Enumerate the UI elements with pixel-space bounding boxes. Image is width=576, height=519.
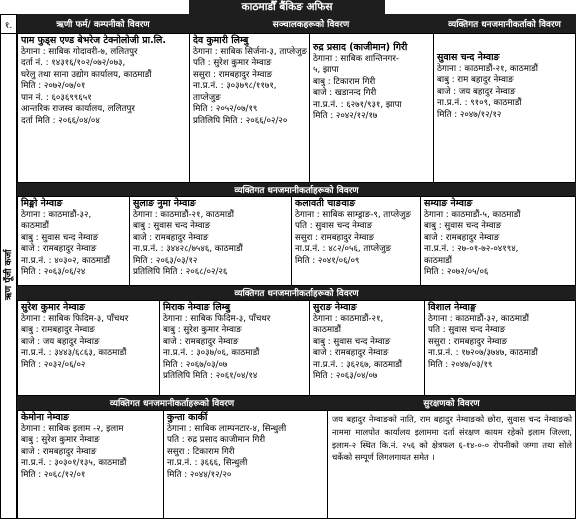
guarantors-header-4: व्यक्तिगत धनजमानीकर्ताहरूको विवरण — [17, 396, 327, 410]
detail-line: मिति : २०४२/१२/१७ — [313, 111, 378, 122]
detail-line: ठेगाना : साबिक सिर्जना-३, ताप्लेजुङ — [193, 46, 307, 57]
entity-name: सुवास चन्द नेम्वाङ — [437, 52, 500, 63]
loan-type-label: ऋण पूँजी कर्जा — [4, 249, 14, 301]
guarantor-card-sulang — [129, 196, 292, 286]
detail-line: बाजे : रामबहादुर नेम्वाङ — [21, 446, 97, 457]
detail-line: ना.प्र.नं. : ४८२/०५६, ताप्लेजुङ — [295, 244, 391, 255]
detail-line: ससुरा : रामबहादुर नेम्वाङ — [428, 336, 508, 347]
entity-name: रुद्र प्रसाद (काजीमान) गिरी — [313, 42, 408, 53]
detail-line: प्रतिलिपि मिति : २०६८/०२/२६ — [133, 267, 228, 278]
detail-line: ५, झापा — [313, 65, 339, 76]
guarantor-card-kunta — [163, 410, 328, 519]
detail-line: बाजे : रामबहादुर नेम्वाङ — [313, 348, 389, 359]
detail-line: प्रतिलिपि मिति : २०६१/०४/१४ — [163, 371, 258, 382]
detail-line: बाबु : सुवास चन्द नेम्वाङ — [21, 232, 99, 243]
detail-line: ठेगाना : साबिक लाम्पनटार-४, सिन्धुली — [167, 423, 287, 434]
detail-line: बाबु : टिकाराम गिरी — [313, 76, 376, 87]
detail-line: ठेगाना : काठमाडौं-२१, — [313, 313, 384, 324]
detail-line: ठेगाना : साबिक इलाम -२, इलाम — [21, 423, 124, 434]
detail-line: बाबु : सुवास चन्द नेम्वाङ — [133, 221, 211, 232]
detail-line: घरेलु तथा साना उद्योग कार्यालय, काठमाडौं — [21, 69, 152, 80]
detail-line: पति : सुरेश कुमार नेम्वाङ — [193, 58, 272, 69]
directors-header: सञ्चालकहरूको विवरण — [189, 14, 433, 34]
detail-line: ना.प्र.नं. : ६२७१/९३१, झापा — [313, 99, 402, 110]
detail-line: मिति : २०६३/०३/१२ — [133, 255, 198, 266]
guarantor-card-kalawati — [291, 196, 421, 286]
detail-line: ना.प्र.नं. : ३०३७९८/११७१, — [193, 81, 277, 92]
detail-line: मिति : २०३२/०६/०२ — [21, 359, 86, 370]
detail-line: बाजे : रामबहादुर नेम्वाङ — [21, 244, 97, 255]
detail-line: मिति : २०७२/०७/०१ — [21, 81, 86, 92]
detail-line: ना.प्र.नं. : ३४४२८/७५४६, काठमाडौं — [133, 244, 243, 255]
detail-line: बाबु : सुरेश कुमार नेम्वाङ — [21, 435, 100, 446]
director-card-rudra-prasad — [309, 33, 434, 183]
detail-line: ससुरा : रामबहादुर नेम्वाङ — [193, 69, 273, 80]
detail-line: मिति : २०६७/०३/०७ — [163, 359, 228, 370]
entity-name: मिङ्मो नेम्वाङ — [21, 198, 63, 209]
detail-line: मिति : २०६३/०४/०७ — [313, 371, 378, 382]
detail-line: ठेगाना : काठमाडौं-३२, — [21, 209, 92, 220]
detail-line: बाबु : राम बहादुर नेम्वाङ — [437, 75, 514, 86]
entity-name: पाम फुड्स एण्ड बेभरेज टेक्नोलोजी प्रा.लि. — [21, 35, 166, 46]
detail-line: मिति : २०४७/०३/१९ — [428, 359, 493, 370]
detail-line: मिति : २०५२/०७/१९ — [193, 104, 258, 115]
detail-line: ना.प्र.नं. : ३४४३/६८६३, काठमाडौं — [21, 348, 127, 359]
detail-line: ताप्लेजुङ — [193, 92, 221, 103]
entity-name: सुलाङ नुमा नेम्वाङ — [133, 198, 196, 209]
guarantor-card-surang — [309, 300, 425, 396]
entity-name: कुन्ता कार्की — [167, 412, 208, 423]
entity-name: देव कुमारी लिम्बु — [193, 35, 249, 46]
detail-line: पान नं. : ६०३६९९६५१ — [21, 92, 92, 103]
detail-line: काठमाडौं — [424, 255, 453, 266]
entity-name: सम्याङ नेम्वाङ — [424, 198, 473, 209]
detail-line: मिति : २०६३/०६/२४ — [21, 267, 86, 278]
detail-line: ठेगाना : साबिक फिदिम-३, पाँचथर — [21, 313, 129, 324]
detail-line: मिति : २०७२/०५/०६ — [424, 267, 489, 278]
detail-line: ठेगाना : काठमाडौं-२१, काठमाडौं — [437, 63, 538, 74]
detail-line: आन्तरिक राजस्व कार्यालय, ललितपुर — [21, 104, 135, 115]
guarantor-header-top: व्यक्तिगत धनजमानीकर्ताको विवरण — [433, 14, 576, 34]
detail-line: प्रतिलिपि मिति : २०६६/०२/२० — [193, 115, 288, 126]
entity-name: मिराक नेम्वाङ लिम्बु — [163, 302, 231, 313]
detail-line: बाजे : जय बहादुर नेम्वाङ — [437, 86, 516, 97]
detail-line: पति : रुद्र प्रसाद काजीमान गिरी — [167, 435, 266, 446]
entity-name: विशाल नेम्वाङ्ग — [428, 302, 476, 313]
detail-line: पति : सुवास चन्द नेम्वाङ — [295, 221, 373, 232]
detail-line: ठेगाना : साबिक गोदावरी-७, ललितपुर — [21, 46, 138, 57]
detail-line: ससुरा : टिकाराम गिरी — [167, 446, 235, 457]
detail-line: बाजे : रामबहादुर नेम्वाङ — [424, 232, 500, 243]
detail-line: ना.प्र.नं. : २७-०१-७२-०४१९४, — [424, 244, 519, 255]
security-details-text: जय बहादुर नेम्वाङको नाति, राम बहादुर नेम्वाङको छोरा, सुवास चन्द नेम्वाङको नाममा मालपोत कार्यालय इलाममा दर्ता संरक्षण कायम रहेको इलाम जिल्ला, इलाम-२ स्थित कि.नं. २५६ को क्षेत्रफल ६-१४-०-० रोपनीको जग्गा तथा सोले चर्केको सम्पूर्ण लिगलगायत समेत । — [332, 414, 572, 463]
detail-line: ना.प्र.नं. : ३६२६७, काठमाडौं — [313, 359, 403, 370]
detail-line: ना.प्र.नं. : ३०३०१/१३५, काठमाडौं — [21, 458, 127, 469]
detail-line: मिति : २०६८/१२/०१ — [21, 469, 86, 480]
detail-line: ना.प्र.नं. : ४०३०२, काठमाडौं — [21, 255, 111, 266]
guarantor-card-mirak — [159, 300, 310, 396]
guarantor-card-mingmo — [17, 196, 130, 286]
detail-line: काठमाडौं — [313, 325, 342, 336]
entity-name: कलावती चाङवाङ — [295, 198, 356, 209]
detail-line: बाजे : रामबहादुर नेम्वाङ — [133, 232, 209, 243]
notice-title: काठमाडौँ बैंकिङ अफिस — [189, 0, 385, 14]
detail-line: ठेगाना : साबिक फिदिम-३, पाँचथर — [163, 313, 271, 324]
detail-line: मिति : २०४१/०६/०९ — [295, 255, 360, 266]
guarantor-card-suvas — [433, 33, 576, 183]
guarantors-header-3: व्यक्तिगत धनजमानीकर्ताहरूको विवरण — [17, 286, 576, 300]
detail-line: ना.प्र.नं. : ३०३७/०६, काठमाडौं — [163, 348, 260, 359]
detail-line: मिति : २०४७/१२/१२ — [437, 109, 502, 120]
detail-line: ठेगाना : काठमाडौं-५, काठमाडौं — [424, 209, 521, 220]
entity-name: केमोना नेम्वाङ — [21, 412, 69, 423]
guarantor-card-suresh — [17, 300, 160, 396]
detail-line: दर्ता नं. : १४३१६/१०२/०७२/०७३, — [21, 58, 126, 69]
detail-line: ना.प्र.नं. : १७२०७/३७४७, काठमाडौं — [428, 348, 538, 359]
detail-line: बाबु : सुवास चन्द नेम्वाङ — [424, 221, 502, 232]
detail-line: बाजे : रामबहादुर नेम्वाङ — [163, 336, 239, 347]
entity-name: सुरेश कुमार नेम्वाङ — [21, 302, 86, 313]
detail-line: ठेगाना : काठमाडौं-३२, काठमाडौं — [428, 313, 529, 324]
detail-line: काठमाडौं — [21, 221, 50, 232]
director-card-dev-kumari — [189, 33, 310, 183]
borrower-header: ऋणी फर्म/ कम्पनीको विवरण — [17, 14, 189, 34]
row-number: १. — [4, 20, 13, 31]
detail-line: पति : सुवास चन्द नेम्वाङ — [428, 325, 506, 336]
detail-line: बाजे : जय बहादुर नेम्वाङ — [21, 336, 100, 347]
detail-line: बाजे : खडानन्द गिरी — [313, 88, 377, 99]
detail-line: ना.प्र.नं. : ३६६६, सिन्धुली — [167, 458, 248, 469]
detail-line: बाबु : रामबहादुर नेम्वाङ — [21, 325, 95, 336]
detail-line: ना.प्र.नं. : ९१०९, काठमाडौं — [437, 98, 522, 109]
guarantor-card-samyang — [420, 196, 576, 286]
detail-line: ठेगाना : साबिक शान्तिनगर- — [313, 53, 399, 64]
guarantor-card-kemona — [17, 410, 164, 519]
detail-line: ससुरा : रामबहादुर नेम्वाङ — [295, 232, 375, 243]
detail-line: ठेगाना : साबिक साम्ड्राङ-९, ताप्लेजुङ — [295, 209, 411, 220]
security-header: सुरक्षणको विवरण — [327, 396, 576, 410]
detail-line: बाबु : सुवास चन्द नेम्वाङ — [313, 336, 391, 347]
detail-line: मिति : २०४४/१२/२० — [167, 469, 232, 480]
borrower-company-card — [17, 33, 190, 183]
detail-line: दर्ता मिति : २०६६/०४/०४ — [21, 115, 100, 126]
entity-name: सुराङ नेम्वाङ — [313, 302, 357, 313]
detail-line: ठेगाना : काठमाडौं-२१, काठमाडौं — [133, 209, 234, 220]
guarantor-card-vishal — [424, 300, 576, 396]
guarantors-header-2: व्यक्तिगत धनजमानीकर्ताहरूको विवरण — [17, 183, 576, 196]
detail-line: बाबु : सुरेश कुमार नेम्वाङ — [163, 325, 242, 336]
